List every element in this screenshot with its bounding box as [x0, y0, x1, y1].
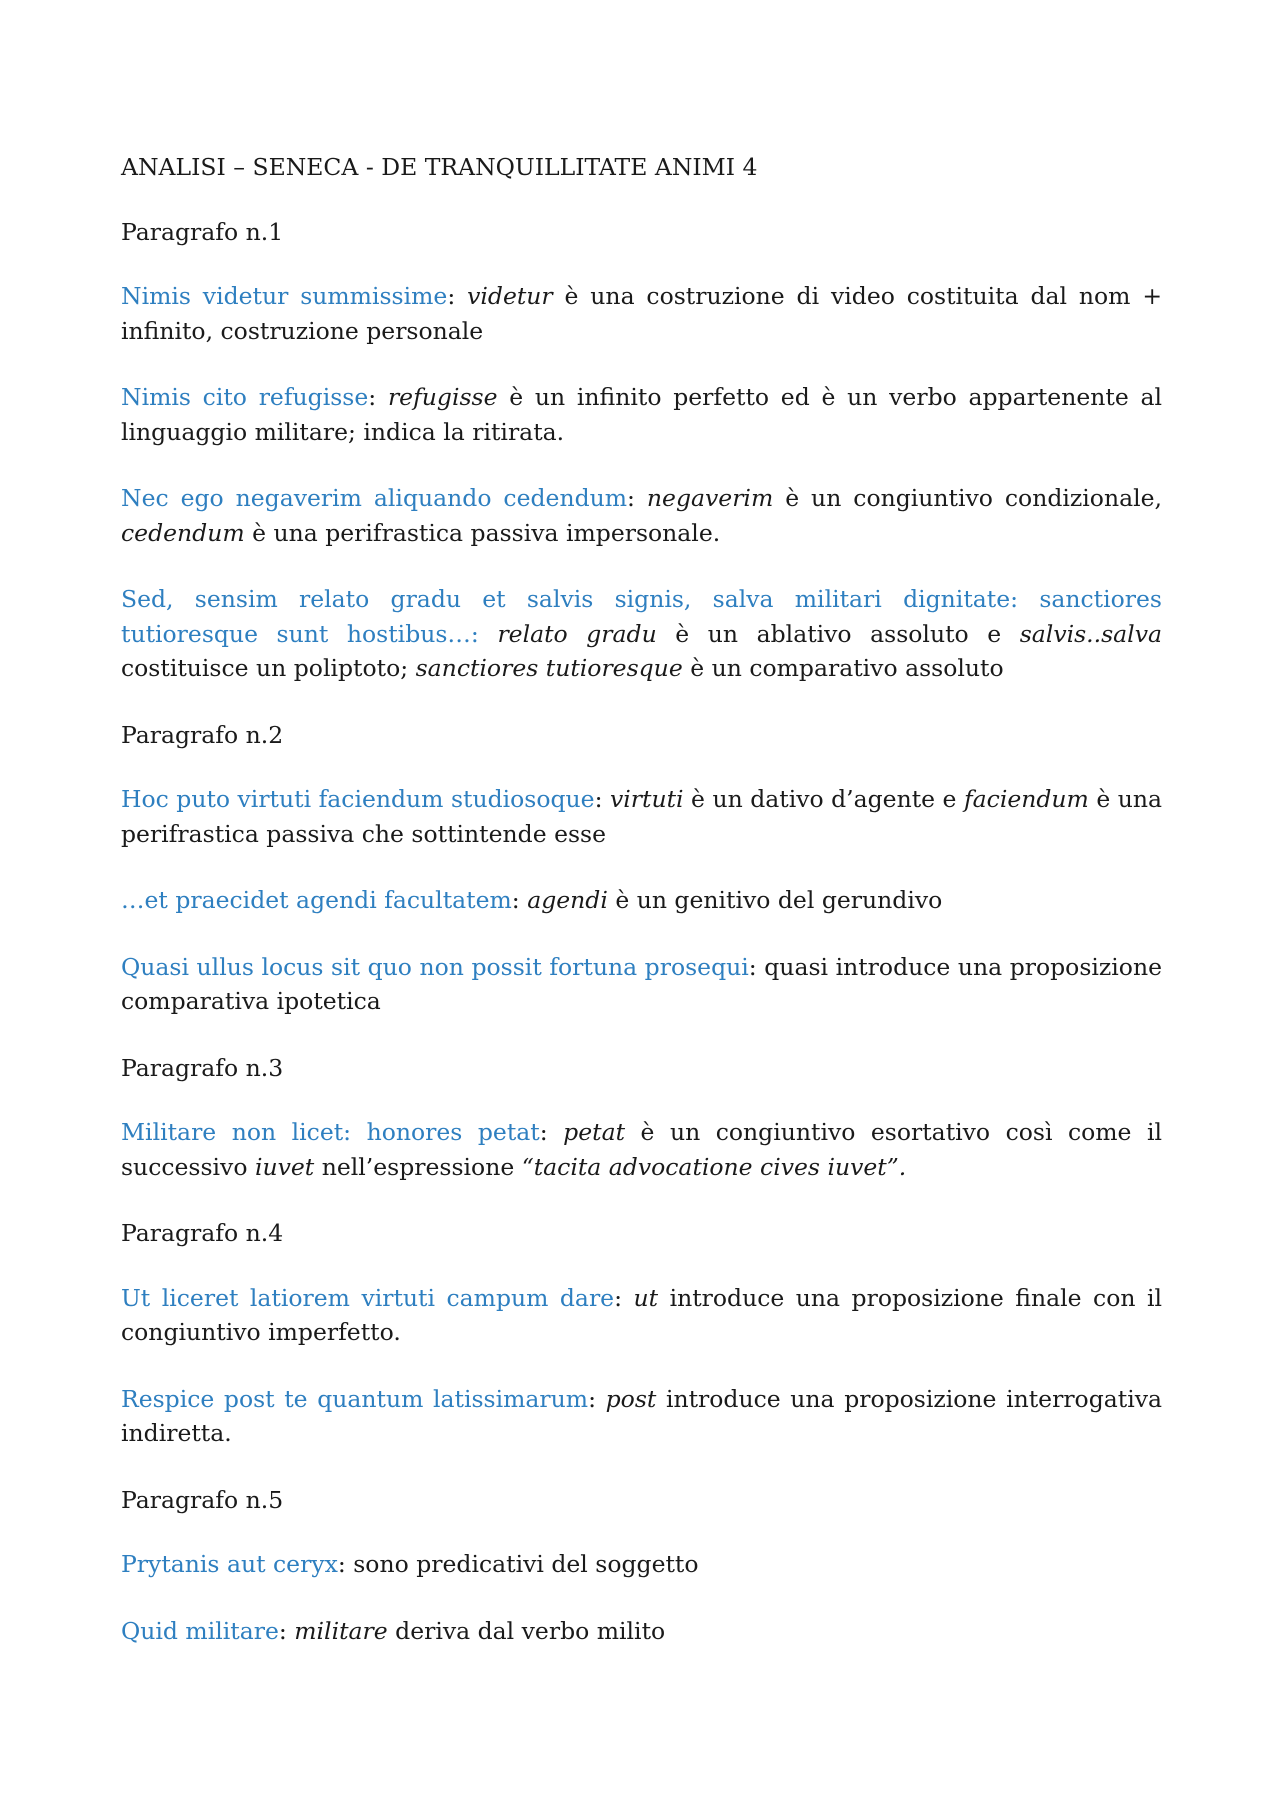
separator: :	[511, 886, 528, 914]
analysis-text: deriva dal verbo milito	[387, 1616, 666, 1645]
analysis-entry	[121, 279, 1162, 348]
separator: :	[627, 484, 647, 512]
analysis-term: cedendum	[121, 518, 245, 547]
latin-quote: Nimis cito refugisse	[121, 383, 369, 411]
analysis-text: è una costruzione di video costituita dal nom + infinito, costruzione personale	[121, 282, 1163, 345]
analysis-entry	[121, 1115, 1162, 1184]
latin-quote: Quid militare	[121, 1616, 279, 1645]
latin-quote: Ut liceret latiorem virtuti campum dare	[121, 1283, 615, 1312]
document-body	[121, 215, 1162, 1649]
analysis-entry	[121, 380, 1162, 449]
analysis-entry	[121, 950, 1162, 1019]
analysis-text: è una perifrastica passiva che sottintende esse	[121, 785, 1162, 848]
latin-quote: Quasi ullus locus sit quo non possit fortuna prosequi	[121, 952, 749, 981]
analysis-entry	[121, 1547, 1162, 1582]
analysis-entry	[121, 1614, 1162, 1649]
analysis-text: sono predicativi del soggetto	[353, 1550, 699, 1578]
analysis-text: è un ablativo assoluto e	[656, 619, 1020, 648]
separator: :	[278, 1616, 295, 1645]
analysis-text: introduce una proposizione interrogativa indiretta.	[121, 1384, 1163, 1447]
analysis-text: è un comparativo assoluto	[682, 654, 1004, 682]
analysis-text: introduce una proposizione finale con il congiuntivo imperfetto.	[121, 1283, 1162, 1346]
latin-quote: …et praecidet agendi facultatem	[121, 886, 512, 914]
section-heading: Paragrafo n.4	[121, 1219, 284, 1247]
separator: :	[447, 282, 468, 310]
analysis-term: sanctiores tutioresque	[415, 654, 683, 682]
analysis-term: iuvet	[254, 1152, 315, 1181]
analysis-term: post	[605, 1384, 657, 1413]
analysis-text: è un genitivo del gerundivo	[607, 886, 943, 914]
separator: :	[614, 1283, 634, 1312]
analysis-term: refugisse	[387, 383, 498, 411]
latin-quote: Prytanis aut ceryx	[121, 1550, 338, 1578]
latin-quote: Sed, sensim relato gradu et salvis signis, salva militari dignitate: sanctiores tutioresque sunt hostibus…:	[121, 585, 1162, 648]
analysis-term: faciendum	[963, 785, 1089, 813]
analysis-text: è un congiuntivo condizionale,	[773, 484, 1162, 512]
analysis-entry	[121, 582, 1162, 686]
analysis-text: quasi introduce una proposizione comparativa ipotetica	[121, 952, 1162, 1015]
section-heading: Paragrafo n.2	[121, 720, 284, 749]
analysis-text: è un infinito perfetto ed è un verbo appartenente al linguaggio militare; indica la ritirata.	[121, 383, 1162, 446]
document-title: ANALISI – SENECA - DE TRANQUILLITATE ANIMI 4	[121, 153, 758, 181]
analysis-entry	[121, 1382, 1162, 1451]
analysis-text: è un dativo d’agente e	[683, 785, 964, 813]
analysis-entry	[121, 782, 1162, 851]
analysis-term: petat	[563, 1118, 626, 1146]
separator: :	[594, 785, 610, 813]
analysis-entry	[121, 481, 1162, 550]
analysis-term: ut	[633, 1283, 659, 1312]
latin-quote: Hoc puto virtuti faciendum studiosoque	[121, 785, 595, 813]
separator: :	[539, 1118, 564, 1146]
analysis-term: negaverim	[646, 484, 774, 512]
section-heading: Paragrafo n.5	[121, 1485, 284, 1514]
separator: :	[337, 1550, 354, 1578]
separator: :	[368, 383, 388, 411]
section-heading: Paragrafo n.3	[121, 1053, 284, 1082]
analysis-term: militare	[294, 1616, 388, 1645]
analysis-term: virtuti	[610, 785, 684, 813]
analysis-term: relato gradu	[497, 619, 657, 648]
analysis-term: agendi	[527, 886, 608, 914]
analysis-text: è una perifrastica passiva impersonale.	[244, 518, 721, 547]
analysis-text: nell’espressione	[314, 1152, 522, 1181]
section-heading: Paragrafo n.1	[121, 217, 284, 246]
latin-quote: Nimis videtur summissime	[121, 282, 448, 310]
analysis-text: costituisce un poliptoto;	[121, 654, 416, 682]
latin-quote: Militare non licet: honores petat	[121, 1118, 540, 1146]
separator: :	[748, 952, 765, 981]
latin-quote: Nec ego negaverim aliquando cedendum	[121, 484, 628, 512]
latin-quote: Respice post te quantum latissimarum	[121, 1384, 589, 1413]
analysis-text: è un congiuntivo esortativo così come il successivo	[121, 1118, 1163, 1181]
analysis-term: “tacita advocatione cives iuvet”.	[521, 1152, 907, 1181]
analysis-term: videtur	[467, 282, 553, 310]
separator	[479, 620, 498, 648]
analysis-entry	[121, 883, 1162, 918]
separator: :	[588, 1384, 606, 1413]
analysis-term: salvis..salva	[1019, 619, 1162, 648]
analysis-entry	[121, 1281, 1162, 1350]
